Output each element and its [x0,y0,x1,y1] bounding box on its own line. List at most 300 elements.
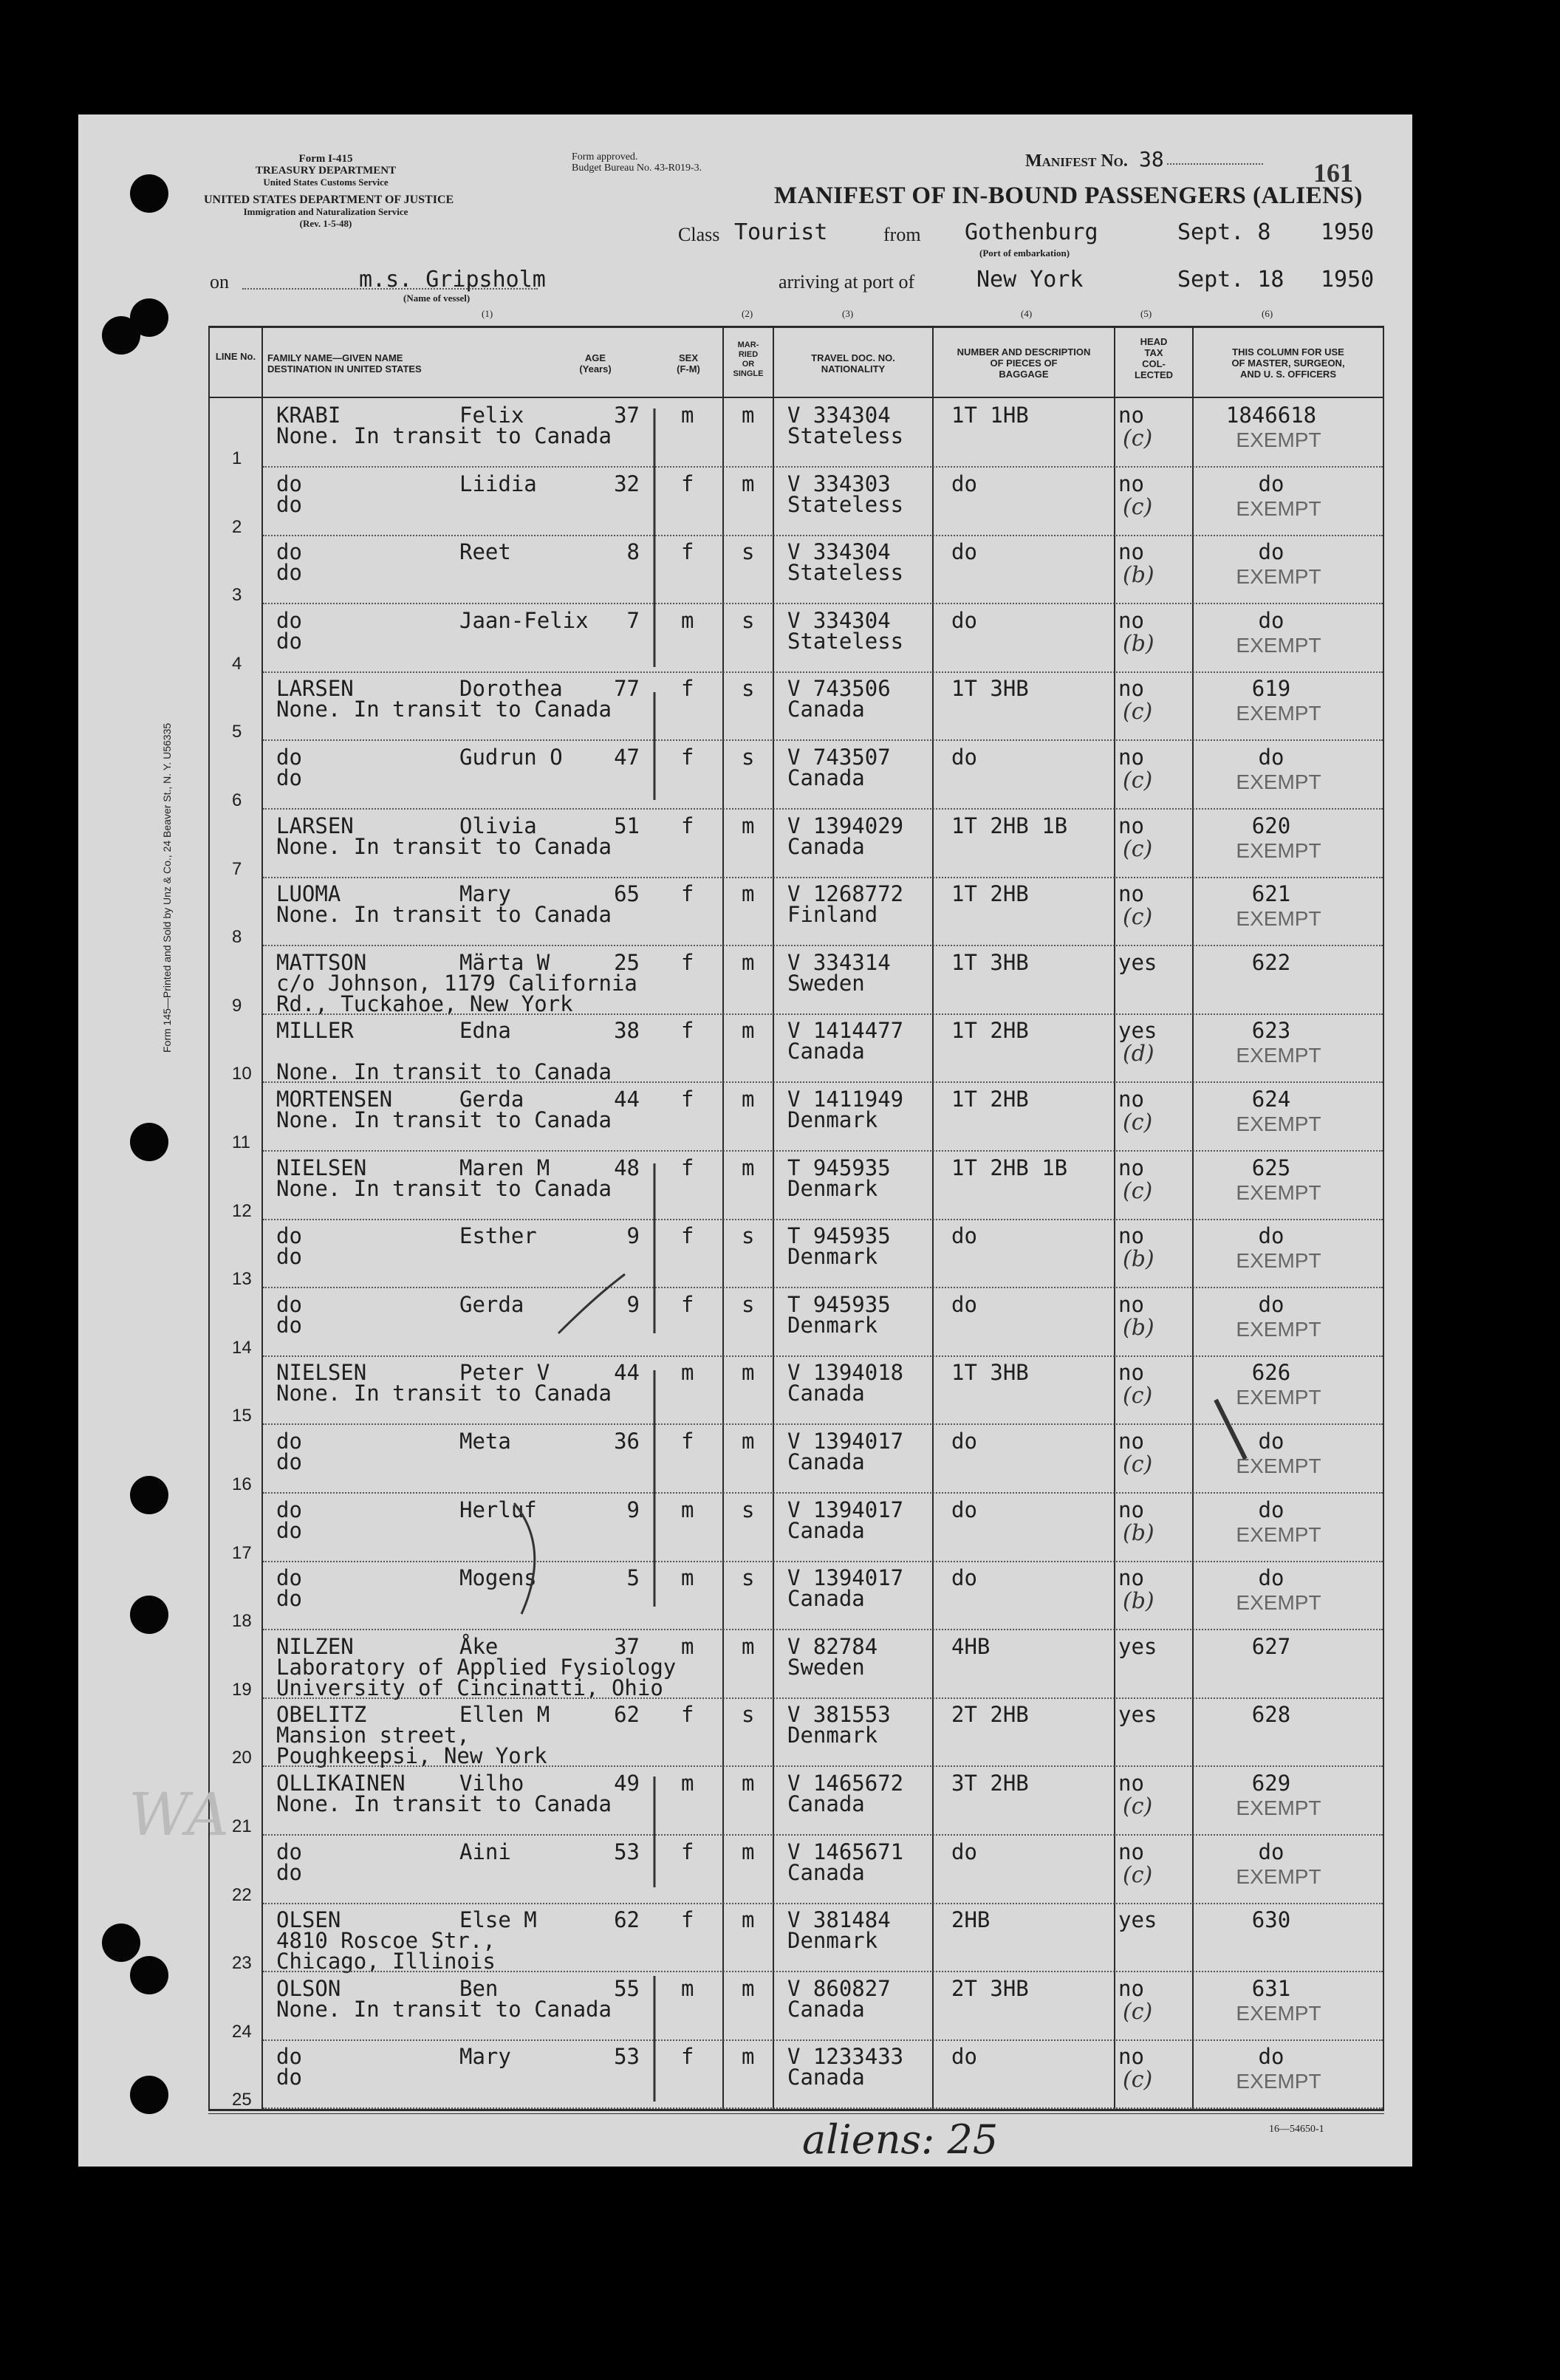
manifest-no: 38 [1139,147,1164,171]
officer-number: do [1258,1223,1284,1249]
officer-number: do [1258,1291,1284,1317]
family-name: do [276,471,302,496]
family-name: do [276,1223,302,1249]
exempt-stamp: EXEMPT [1236,2001,1321,2025]
given-name: Gerda [459,1087,524,1112]
given-name: Meta [459,1429,511,1454]
travel-doc-number: V 82784 [787,1633,878,1659]
nationality: Canada [787,1586,865,1612]
destination-line-2: Rd., Tuckahoe, New York [276,991,573,1016]
line-number: 11 [232,1132,250,1152]
age: 37 [614,403,640,428]
nationality: Denmark [787,1928,878,1954]
travel-doc-number: V 334304 [787,403,891,428]
given-name: Dorothea [459,676,563,702]
nationality: Sweden [787,1654,865,1680]
given-name: Gudrun O [459,745,563,770]
head-tax: no [1118,607,1144,633]
travel-doc-number: V 1465672 [787,1771,904,1796]
arrival-date: Sept. 18 [1177,267,1284,293]
exempt-stamp: EXEMPT [1236,1249,1321,1273]
destination-line-1: None. In transit to Canada [276,1381,612,1406]
head-tax: no [1118,471,1144,496]
destination-line-1: None. In transit to Canada [276,1107,612,1132]
exempt-stamp: EXEMPT [1236,1522,1321,1546]
line-number: 18 [232,1611,252,1632]
nationality: Canada [787,1859,865,1885]
officer-number: do [1258,471,1284,496]
sex: f [681,539,694,565]
sex: f [681,1702,694,1728]
exempt-stamp: EXEMPT [1236,633,1321,657]
family-name: OLSEN [276,1907,341,1933]
travel-doc-number: V 334304 [787,607,891,633]
head-tax: no [1118,539,1144,565]
exempt-stamp: EXEMPT [1236,702,1321,725]
marital-status: s [742,676,755,702]
sex: f [681,813,694,838]
officer-number: 621 [1251,881,1291,907]
col-num-6: (6) [1262,308,1273,319]
given-name: Reet [459,539,511,565]
col-num-5: (5) [1140,308,1152,319]
age: 25 [614,949,640,975]
rev-label: (Rev. 1-5-48) [299,218,352,229]
travel-doc-number: V 1268772 [787,881,904,907]
head-tax: no [1118,881,1144,907]
baggage: do [951,1565,977,1591]
age: 37 [614,1633,640,1659]
destination-line-2: Chicago, Illinois [276,1949,496,1974]
marital-status: s [742,1702,755,1728]
treasury-label: TREASURY DEPARTMENT [255,165,397,177]
sex: f [681,1087,694,1112]
travel-doc-number: V 1411949 [787,1087,904,1112]
officer-number: do [1258,1565,1284,1591]
sex: f [681,949,694,975]
given-name: Felix [459,403,524,428]
nationality: Canada [787,697,865,722]
travel-doc-number: V 1394018 [787,1360,904,1386]
sex: f [681,676,694,702]
destination-line-1: None. In transit to Canada [276,902,612,928]
family-name: NIELSEN [276,1155,367,1180]
exempt-stamp: EXEMPT [1236,1044,1321,1067]
marital-status: m [742,1633,755,1659]
approved-label: Form approved. [572,151,638,163]
nationality: Denmark [787,1723,878,1748]
head-tax: yes [1118,1907,1157,1933]
head-tax: yes [1118,949,1157,975]
exempt-stamp: EXEMPT [1236,907,1321,931]
col-header-line: LINE No. [215,351,256,362]
destination-line-1: do [276,1244,302,1270]
officer-number: 623 [1251,1018,1291,1044]
travel-doc-number: V 1394017 [787,1497,904,1522]
col-num-1: (1) [482,308,493,319]
exempt-stamp: EXEMPT [1236,838,1321,862]
line-number: 15 [232,1406,252,1426]
col-header-sex: SEX (F-M) [677,352,700,375]
exempt-stamp: EXEMPT [1236,496,1321,520]
age: 49 [614,1771,640,1796]
age: 32 [614,471,640,496]
officer-number: do [1258,607,1284,633]
destination-line-1: do [276,1517,302,1543]
given-name: Gerda [459,1291,524,1317]
line-number: 17 [232,1542,252,1563]
col-header-doc: TRAVEL DOC. NO. NATIONALITY [811,352,895,375]
class-value: Tourist [734,219,828,245]
officer-number: 629 [1251,1771,1291,1796]
travel-doc-number: V 1394017 [787,1565,904,1591]
tax-mark: (c) [1123,1383,1153,1409]
tax-mark: (c) [1123,493,1153,520]
officer-number: 1846618 [1225,403,1317,428]
given-name: Maren M [459,1155,550,1180]
tax-mark: (c) [1123,699,1153,725]
baggage: 4HB [951,1633,991,1659]
line-number: 23 [232,1953,252,1974]
destination-line-1: do [276,1312,302,1338]
travel-doc-number: V 334303 [787,471,891,496]
manifest-no-label: Manifest No. [1025,151,1128,171]
col-header-baggage: NUMBER AND DESCRIPTION OF PIECES OF BAGGAGE [957,346,1091,380]
sex: f [681,1291,694,1317]
age: 38 [614,1018,640,1044]
given-name: Peter V [459,1360,550,1386]
tax-mark: (c) [1123,1861,1153,1888]
officer-number: 626 [1251,1360,1291,1386]
age: 5 [626,1565,640,1591]
budget-label: Budget Bureau No. 43-R019-3. [572,163,702,174]
nationality: Canada [787,833,865,859]
destination-line-1: None. In transit to Canada [276,1791,612,1816]
embark-date: Sept. 8 [1177,219,1271,245]
nationality: Canada [787,2065,865,2090]
head-tax: no [1118,1565,1144,1591]
nationality: Canada [787,1039,865,1064]
given-name: Esther [459,1223,537,1249]
travel-doc-number: T 945935 [787,1223,891,1249]
age: 55 [614,1975,640,2001]
exempt-stamp: EXEMPT [1236,1180,1321,1204]
destination-line-1: c/o Johnson, 1179 California [276,970,637,996]
nationality: Stateless [787,560,904,586]
sex: m [681,607,694,633]
printer-side-text: Form 145—Printed and Sold by Unz & Co., 24 Beaver St., N. Y. U56335 [161,722,173,1053]
destination-line-1: do [276,1586,302,1612]
head-tax: no [1118,1839,1144,1864]
arrival-port: New York [976,267,1084,293]
officer-number: 625 [1251,1155,1291,1180]
nationality: Canada [787,1791,865,1816]
tax-mark: (c) [1123,1451,1153,1477]
sex: f [681,881,694,907]
destination-line-1: None. In transit to Canada [276,1996,612,2022]
travel-doc-number: V 743507 [787,745,891,770]
head-tax: no [1118,745,1144,770]
destination-line-1: do [276,1859,302,1885]
travel-doc-number: V 381484 [787,1907,891,1933]
tax-mark: (d) [1123,1041,1154,1067]
destination-line-1: do [276,628,302,654]
arrival-year: 1950 [1321,267,1375,293]
head-tax: no [1118,1155,1144,1180]
marital-status: m [742,1360,755,1386]
baggage: 3T 2HB [951,1771,1029,1796]
sex: m [681,1975,694,2001]
given-name: Liidia [459,471,537,496]
family-brackets [514,408,1245,2102]
baggage: do [951,539,977,565]
marital-status: s [742,1291,755,1317]
head-tax: no [1118,403,1144,428]
nationality: Finland [787,902,878,928]
sex: m [681,1771,694,1796]
family-name: do [276,1839,302,1864]
tax-mark: (c) [1123,1793,1153,1819]
officer-number: 628 [1251,1702,1291,1728]
officer-number: 631 [1251,1975,1291,2001]
marital-status: m [742,1975,755,2001]
col-num-2: (2) [742,308,753,319]
baggage: 2T 3HB [951,1975,1029,2001]
destination-line-1: do [276,1449,302,1474]
col-header-head-tax: HEAD TAX COL- LECTED [1135,336,1173,380]
travel-doc-number: V 334304 [787,539,891,565]
line-number: 6 [232,790,242,810]
given-name: Herluf [459,1497,537,1522]
family-name: LARSEN [276,813,354,838]
travel-doc-number: V 1414477 [787,1018,904,1044]
head-tax: no [1118,1975,1144,2001]
binder-hole [130,2076,168,2114]
sex: f [681,1018,694,1044]
destination-line-1: Laboratory of Applied Fysiology [276,1654,677,1680]
family-name: do [276,2044,302,2070]
given-name: Ellen M [459,1702,550,1728]
family-name: do [276,1429,302,1454]
col-header-age: AGE (Years) [579,352,612,375]
baggage: do [951,1429,977,1454]
marital-status: m [742,403,755,428]
tax-mark: (c) [1123,904,1153,931]
marital-status: m [742,1839,755,1864]
marital-status: s [742,1497,755,1522]
destination-line-1: do [276,765,302,790]
tax-mark: (c) [1123,835,1153,862]
line-number: 24 [232,2021,252,2042]
age: 62 [614,1702,640,1728]
head-tax: yes [1118,1633,1157,1659]
head-tax: no [1118,2044,1144,2070]
age: 48 [614,1155,640,1180]
line-number: 14 [232,1337,252,1358]
ins-label: Immigration and Naturalization Service [243,206,408,217]
baggage: do [951,1291,977,1317]
justice-label: UNITED STATES DEPARTMENT OF JUSTICE [204,194,454,206]
arriving-label: arriving at port of [779,271,915,293]
binder-hole [130,1123,168,1161]
given-name: Edna [459,1018,511,1044]
family-name: NILZEN [276,1633,354,1659]
given-name: Mogens [459,1565,537,1591]
exempt-stamp: EXEMPT [1236,1454,1321,1477]
line-number: 20 [232,1748,252,1768]
baggage: 1T 2HB [951,881,1029,907]
tax-mark: (c) [1123,1998,1153,2025]
line-number: 3 [232,585,242,606]
destination-line-1: None. In transit to Canada [276,833,612,859]
destination-line-1: None. In transit to Canada [276,423,612,448]
family-name: do [276,539,302,565]
head-tax: no [1118,1771,1144,1796]
from-label: from [883,224,921,245]
col-header-officers: THIS COLUMN FOR USE OF MASTER, SURGEON, AND U. S. OFFICERS [1231,346,1345,380]
destination-line-1: do [276,560,302,586]
travel-doc-number: V 334314 [787,949,891,975]
exempt-stamp: EXEMPT [1236,428,1321,451]
line-number: 21 [232,1816,252,1836]
col-num-3: (3) [842,308,854,319]
line-number: 22 [232,1884,252,1905]
head-tax: no [1118,1360,1144,1386]
marital-status: m [742,1087,755,1112]
family-name: NIELSEN [276,1360,367,1386]
head-tax: no [1118,1497,1144,1522]
line-number: 7 [232,858,242,879]
line-number: 8 [232,927,242,948]
sex: m [681,1565,694,1591]
baggage: 1T 3HB [951,1360,1029,1386]
head-tax: no [1118,813,1144,838]
travel-doc-number: V 860827 [787,1975,891,2001]
given-name: Olivia [459,813,537,838]
family-name: do [276,1565,302,1591]
nationality: Canada [787,1449,865,1474]
exempt-stamp: EXEMPT [1236,770,1321,793]
sex: m [681,1497,694,1522]
nationality: Stateless [787,628,904,654]
destination-line-2: Poughkeepsi, New York [276,1743,547,1769]
given-name: Märta W [459,949,550,975]
nationality: Canada [787,765,865,790]
exempt-stamp: EXEMPT [1236,1864,1321,1888]
baggage: 1T 2HB [951,1087,1029,1112]
col-num-4: (4) [1021,308,1033,319]
travel-doc-number: V 743506 [787,676,891,702]
sex: f [681,471,694,496]
line-number: 5 [232,722,242,742]
age: 8 [626,539,640,565]
tax-mark: (b) [1123,1314,1154,1341]
col-header-name: FAMILY NAME—GIVEN NAME DESTINATION IN UNITED STATES [267,352,422,375]
nationality: Stateless [787,491,904,517]
marital-status: m [742,881,755,907]
officer-number: 630 [1251,1907,1291,1933]
line-number: 10 [232,1064,252,1084]
line-number: 2 [232,516,242,537]
vessel-caption: (Name of vessel) [403,293,471,304]
baggage: 1T 3HB [951,949,1029,975]
family-name: LUOMA [276,881,341,907]
age: 9 [626,1223,640,1249]
nationality: Canada [787,1381,865,1406]
nationality: Denmark [787,1312,878,1338]
age: 44 [614,1360,640,1386]
exempt-stamp: EXEMPT [1236,1591,1321,1615]
officer-number: do [1258,1429,1284,1454]
line-number: 12 [232,1200,252,1221]
head-tax: no [1118,1291,1144,1317]
officer-number: do [1258,745,1284,770]
sex: f [681,1155,694,1180]
margin-initials: WA [129,1780,230,1849]
marital-status: s [742,607,755,633]
exempt-stamp: EXEMPT [1236,1386,1321,1409]
officer-number: do [1258,2044,1284,2070]
destination-line-1: do [276,491,302,517]
page-number: 161 [1313,158,1353,188]
marital-status: m [742,1429,755,1454]
marital-status: m [742,1155,755,1180]
binder-hole [130,174,168,213]
sex: f [681,745,694,770]
officer-number: 627 [1251,1633,1291,1659]
destination-line-2: None. In transit to Canada [276,1059,612,1085]
tax-mark: (c) [1123,425,1153,451]
marital-status: m [742,949,755,975]
baggage: do [951,607,977,633]
line-number: 25 [232,2090,252,2110]
tax-mark: (c) [1123,1177,1153,1204]
family-name: OBELITZ [276,1702,367,1728]
tax-mark: (b) [1123,1588,1154,1615]
line-number: 1 [232,448,242,468]
family-name: MATTSON [276,949,367,975]
tax-mark: (b) [1123,1519,1154,1546]
age: 53 [614,2044,640,2070]
destination-line-1: Mansion street, [276,1723,470,1748]
baggage: 2T 2HB [951,1702,1029,1728]
officer-number: 619 [1251,676,1291,702]
given-name: Vilho [459,1771,524,1796]
sex: f [681,1839,694,1864]
nationality: Canada [787,1517,865,1543]
family-name: MORTENSEN [276,1087,393,1112]
head-tax: no [1118,1087,1144,1112]
customs-label: United States Customs Service [263,177,389,188]
baggage: 1T 3HB [951,676,1029,702]
given-name: Mary [459,881,511,907]
destination-line-1: None. In transit to Canada [276,697,612,722]
officer-number: 622 [1251,949,1291,975]
age: 7 [626,607,640,633]
age: 36 [614,1429,640,1454]
nationality: Denmark [787,1107,878,1132]
nationality: Denmark [787,1244,878,1270]
sex: f [681,1907,694,1933]
baggage: 2HB [951,1907,991,1933]
tax-mark: (b) [1123,1246,1154,1273]
vessel-name: m.s. Gripsholm [359,267,546,293]
sex: f [681,1429,694,1454]
col-header-married: MAR- RIED OR SINGLE [733,341,764,378]
tax-mark: (b) [1123,630,1154,657]
marital-status: s [742,1565,755,1591]
exempt-stamp: EXEMPT [1236,1112,1321,1135]
